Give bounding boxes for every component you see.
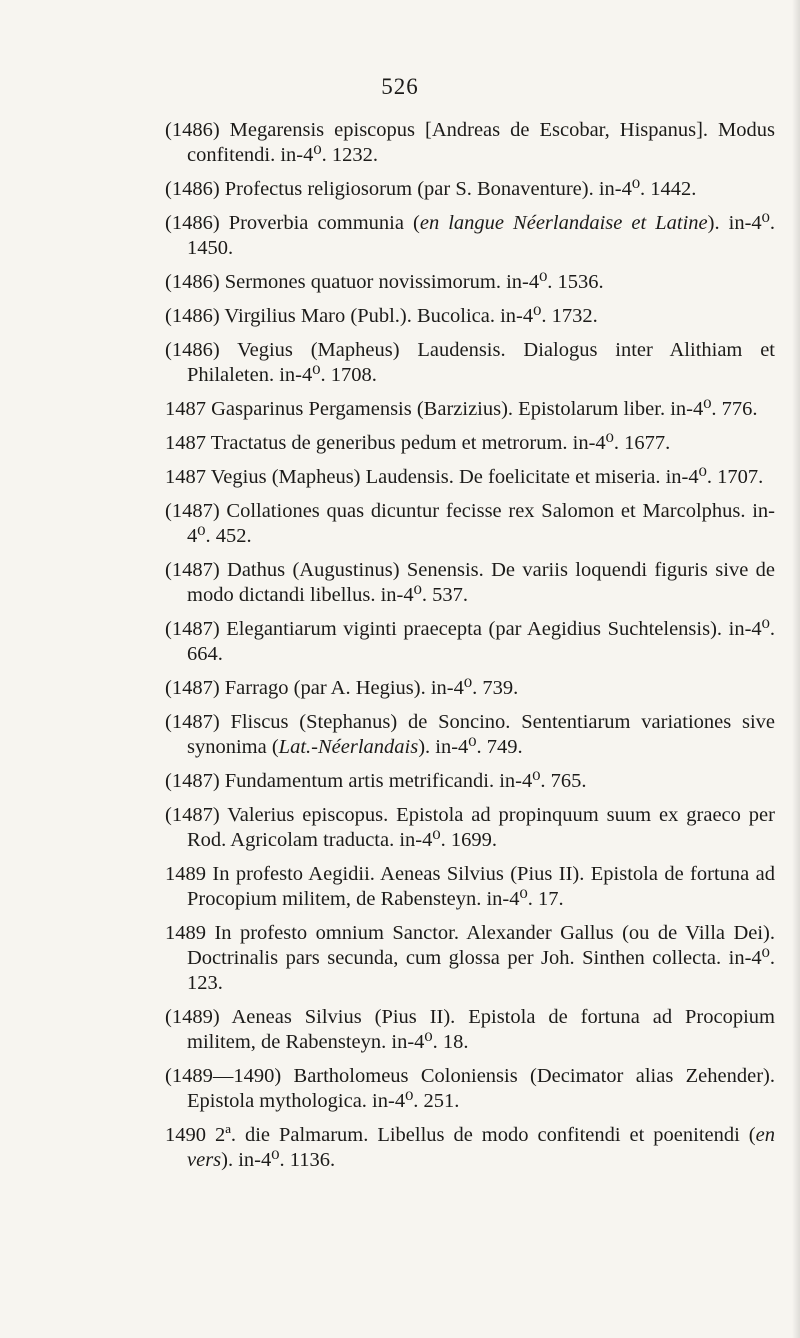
- entry-year: (1487): [165, 804, 220, 826]
- entry-year: 1489: [165, 922, 206, 944]
- entry-text: Proverbia communia (: [228, 212, 420, 234]
- entry-text: Vegius (Mapheus) Laudensis. De foelicitate et miseria. in-4⁰. 1707.: [210, 466, 764, 488]
- entry-text: In profesto omnium Sanctor. Alexander Gallus (ou de Villa Dei). Doctrinalis pars secunda, cum glossa per Joh. Sinthen collecta. in-4⁰. 123.: [187, 922, 776, 994]
- entry-text: Gasparinus Pergamensis (Barzizius). Epistolarum liber. in-4⁰. 776.: [211, 398, 758, 420]
- bibliography-entry: [165, 338, 775, 388]
- entry-text-after: ). in-4⁰. 749.: [418, 736, 523, 758]
- entry-text: Virgilius Maro (Publ.). Bucolica. in-4⁰. 1732.: [224, 305, 598, 327]
- entry-text: 2ª. die Palmarum. Libellus de modo confitendi et poenitendi (: [214, 1124, 756, 1146]
- entry-year: (1486): [165, 271, 220, 293]
- entry-text: Sermones quatuor novissimorum. in-4⁰. 1536.: [224, 271, 604, 293]
- entry-text: In profesto Aegidii. Aeneas Silvius (Pius II). Epistola de fortuna ad Procopium militem, de Rabensteyn. in-4⁰. 17.: [187, 863, 775, 910]
- bibliography-entry: [165, 862, 775, 912]
- entry-year: (1486): [165, 212, 220, 234]
- entry-text: Elegantiarum viginti praecepta (par Aegidius Suchtelensis). in-4⁰. 664.: [187, 618, 775, 665]
- entry-text: Collationes quas dicuntur fecisse rex Salomon et Marcolphus. in-4⁰. 452.: [187, 500, 775, 547]
- entry-text: Aeneas Silvius (Pius II). Epistola de fortuna ad Procopium militem, de Rabensteyn. in-4⁰. 18.: [187, 1006, 775, 1053]
- entry-year: 1487: [165, 432, 206, 454]
- bibliography-list: [165, 118, 775, 1182]
- bibliography-entry: [165, 558, 775, 608]
- bibliography-entry: [165, 465, 775, 490]
- entry-year: 1487: [165, 398, 206, 420]
- entry-year: 1487: [165, 466, 206, 488]
- entry-year: (1487): [165, 677, 220, 699]
- entry-year: (1486): [165, 339, 220, 361]
- bibliography-entry: [165, 177, 775, 202]
- entry-year: (1486): [165, 305, 220, 327]
- bibliography-entry: [165, 1064, 775, 1114]
- entry-text: Farrago (par A. Hegius). in-4⁰. 739.: [224, 677, 519, 699]
- entry-year: (1489): [165, 1006, 220, 1028]
- bibliography-entry: [165, 304, 775, 329]
- bibliography-entry: [165, 118, 775, 168]
- entry-italic-text: en langue Néerlandaise et Latine: [419, 212, 708, 234]
- entry-year: 1489: [165, 863, 206, 885]
- bibliography-entry: [165, 921, 775, 996]
- entry-year: (1487): [165, 618, 220, 640]
- entry-year: (1486): [165, 119, 220, 141]
- entry-text: Profectus religiosorum (par S. Bonaventure). in-4⁰. 1442.: [224, 178, 697, 200]
- entry-text: Fliscus (Stephanus) de Soncino. Sententiarum variationes sive synonima (: [187, 711, 776, 758]
- entry-year: 1490: [165, 1124, 206, 1146]
- bibliography-entry: [165, 676, 775, 701]
- bibliography-entry: [165, 1123, 775, 1173]
- bibliography-entry: [165, 270, 775, 295]
- entry-text: Vegius (Mapheus) Laudensis. Dialogus inter Alithiam et Philaleten. in-4⁰. 1708.: [187, 339, 775, 386]
- entry-italic-text: en vers: [187, 1124, 775, 1171]
- bibliography-entry: [165, 499, 775, 549]
- bibliography-entry: [165, 710, 775, 760]
- entry-year: (1486): [165, 178, 220, 200]
- entry-italic-text: Lat.-Néerlandais: [278, 736, 419, 758]
- bibliography-entry: [165, 431, 775, 456]
- page-number: 526: [381, 74, 419, 99]
- entry-year: (1487): [165, 770, 220, 792]
- entry-text: Megarensis episcopus [Andreas de Escobar, Hispanus]. Modus confitendi. in-4⁰. 1232.: [187, 119, 776, 166]
- entry-year: (1489—1490): [165, 1065, 282, 1087]
- entry-text-after: ). in-4⁰. 1450.: [187, 212, 775, 259]
- bibliography-entry: [165, 211, 775, 261]
- entry-year: (1487): [165, 500, 220, 522]
- bibliography-entry: [165, 397, 775, 422]
- entry-text: Fundamentum artis metrificandi. in-4⁰. 765.: [224, 770, 587, 792]
- bibliography-entry: [165, 769, 775, 794]
- bibliography-entry: [165, 1005, 775, 1055]
- entry-text-after: ). in-4⁰. 1136.: [221, 1149, 336, 1171]
- entry-year: (1487): [165, 559, 220, 581]
- bibliography-entry: [165, 803, 775, 853]
- entry-text: Valerius episcopus. Epistola ad propinquum suum ex graeco per Rod. Agricolam traducta. in-4⁰. 1699.: [187, 804, 775, 851]
- bibliography-entry: [165, 617, 775, 667]
- entry-text: Bartholomeus Coloniensis (Decimator alias Zehender). Epistola mythologica. in-4⁰. 251.: [187, 1065, 775, 1112]
- entry-text: Tractatus de generibus pedum et metrorum. in-4⁰. 1677.: [210, 432, 671, 454]
- entry-year: (1487): [165, 711, 220, 733]
- page-edge-shadow: [792, 0, 800, 1338]
- entry-text: Dathus (Augustinus) Senensis. De variis loquendi figuris sive de modo dictandi libellus. in-4⁰. 537.: [187, 559, 776, 606]
